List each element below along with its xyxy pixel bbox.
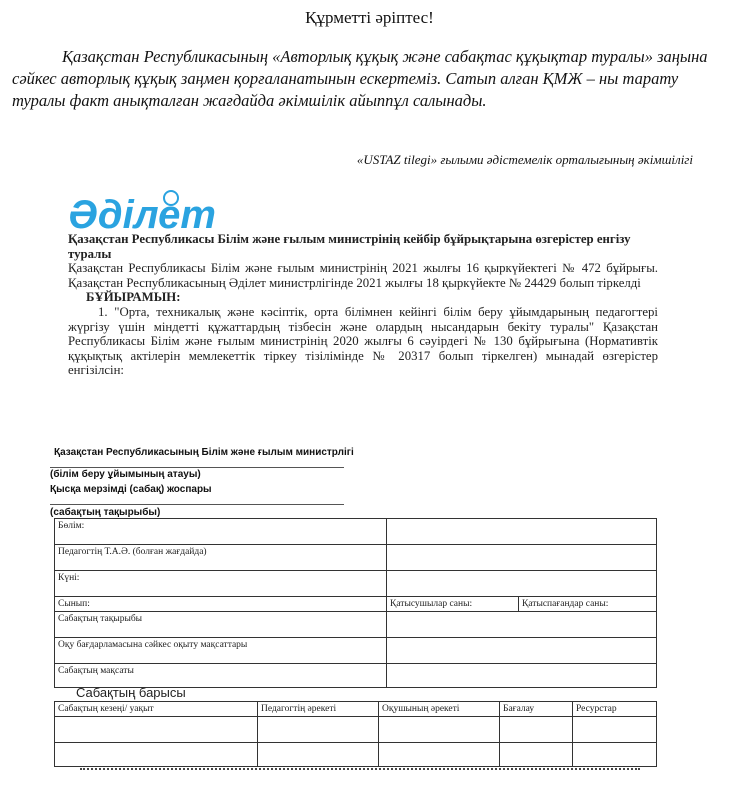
flow-header: Педагогтің әрекеті	[258, 702, 379, 717]
org-line	[50, 467, 344, 468]
lesson-goal-cell: Сабақтың мақсаты	[55, 664, 387, 688]
section-cell: Бөлім:	[55, 519, 387, 545]
lesson-plan-table	[54, 518, 657, 688]
flow-header: Ресурстар	[573, 702, 657, 717]
topic-label: (сабақтың тақырыбы)	[50, 507, 161, 518]
lesson-flow-title: Сабақтың барысы	[76, 685, 186, 700]
date-cell: Күні:	[55, 571, 387, 597]
flow-header: Оқушының әрекеті	[379, 702, 500, 717]
plan-label: Қысқа мерзімді (сабақ) жоспары	[50, 484, 212, 495]
document-title: Қазақстан Республикасы Білім және ғылым министрінің кейбір бұйрықтарына өзгерістер енгізу туралы	[68, 232, 631, 261]
lesson-flow-table	[54, 701, 657, 767]
ministry-label: Қазақстан Республикасының Білім және ғылым министрлігі	[54, 447, 354, 458]
cut-off-text	[80, 768, 640, 770]
greeting: Құрметті әріптес!	[305, 8, 434, 27]
org-label: (білім беру ұйымының атауы)	[50, 469, 201, 480]
document-subtitle: Қазақстан Республикасы Білім және ғылым министрінің 2021 жылғы 16 қыркүйектегі № 472 бұйрығы. Қазақстан Республикасының Әділет министрлігінде 2021 жылғы 18 қыркүйекте № 24429 болып тіркелді	[68, 261, 658, 290]
flow-header: Сабақтың кезеңі/ уақыт	[55, 702, 258, 717]
topic-line	[50, 504, 344, 505]
class-cell: Сынып:	[55, 597, 387, 612]
absent-cell: Қатыспағандар саны:	[519, 597, 657, 612]
document-excerpt	[68, 232, 658, 378]
adilet-logo	[68, 190, 278, 236]
copyright-notice: Қазақстан Республикасының «Авторлық құқық және сабақтас құқықтар туралы» заңына сәйкес авторлық құқық заңмен қорғаланатынын ескертеміз. Сатып алған ҚМЖ – ны тарату туралы факт анықталған жағдайда әкімшілік айыппұл салынады.	[12, 47, 708, 110]
logo-text: Әділет	[68, 193, 216, 236]
order-heading: БҰЙЫРАМЫН:	[86, 290, 181, 305]
flow-header: Бағалау	[500, 702, 573, 717]
document-paragraph: 1. "Орта, техникалық және кәсіптік, орта білімнен кейінгі білім беру ұйымдарының педагогтері жүргізу үшін міндетті құжаттардың тізбесін және олардың нысандарын бекіту туралы" Қазақстан Республикасы Білім және ғылым министрінің 2020 жылғы 6 сәуірдегі № 130 бұйрығына (Нормативтік құқықтық актілерін мемлекеттік тіркеу тізілімінде № 20317 болып тіркелген) мынадай өзгерістер енгізілсін:	[68, 304, 658, 378]
teacher-cell: Педагогтің Т.А.Ә. (болған жағдайда)	[55, 545, 387, 571]
lesson-topic-cell: Сабақтың тақырыбы	[55, 612, 387, 638]
objectives-cell: Оқу бағдарламасына сәйкес оқыту мақсаттары	[55, 638, 387, 664]
signature: «USTAZ tilegi» ғылыми әдістемелік орталығының әкімшілігі	[356, 152, 693, 167]
present-cell: Қатысушылар саны:	[387, 597, 519, 612]
